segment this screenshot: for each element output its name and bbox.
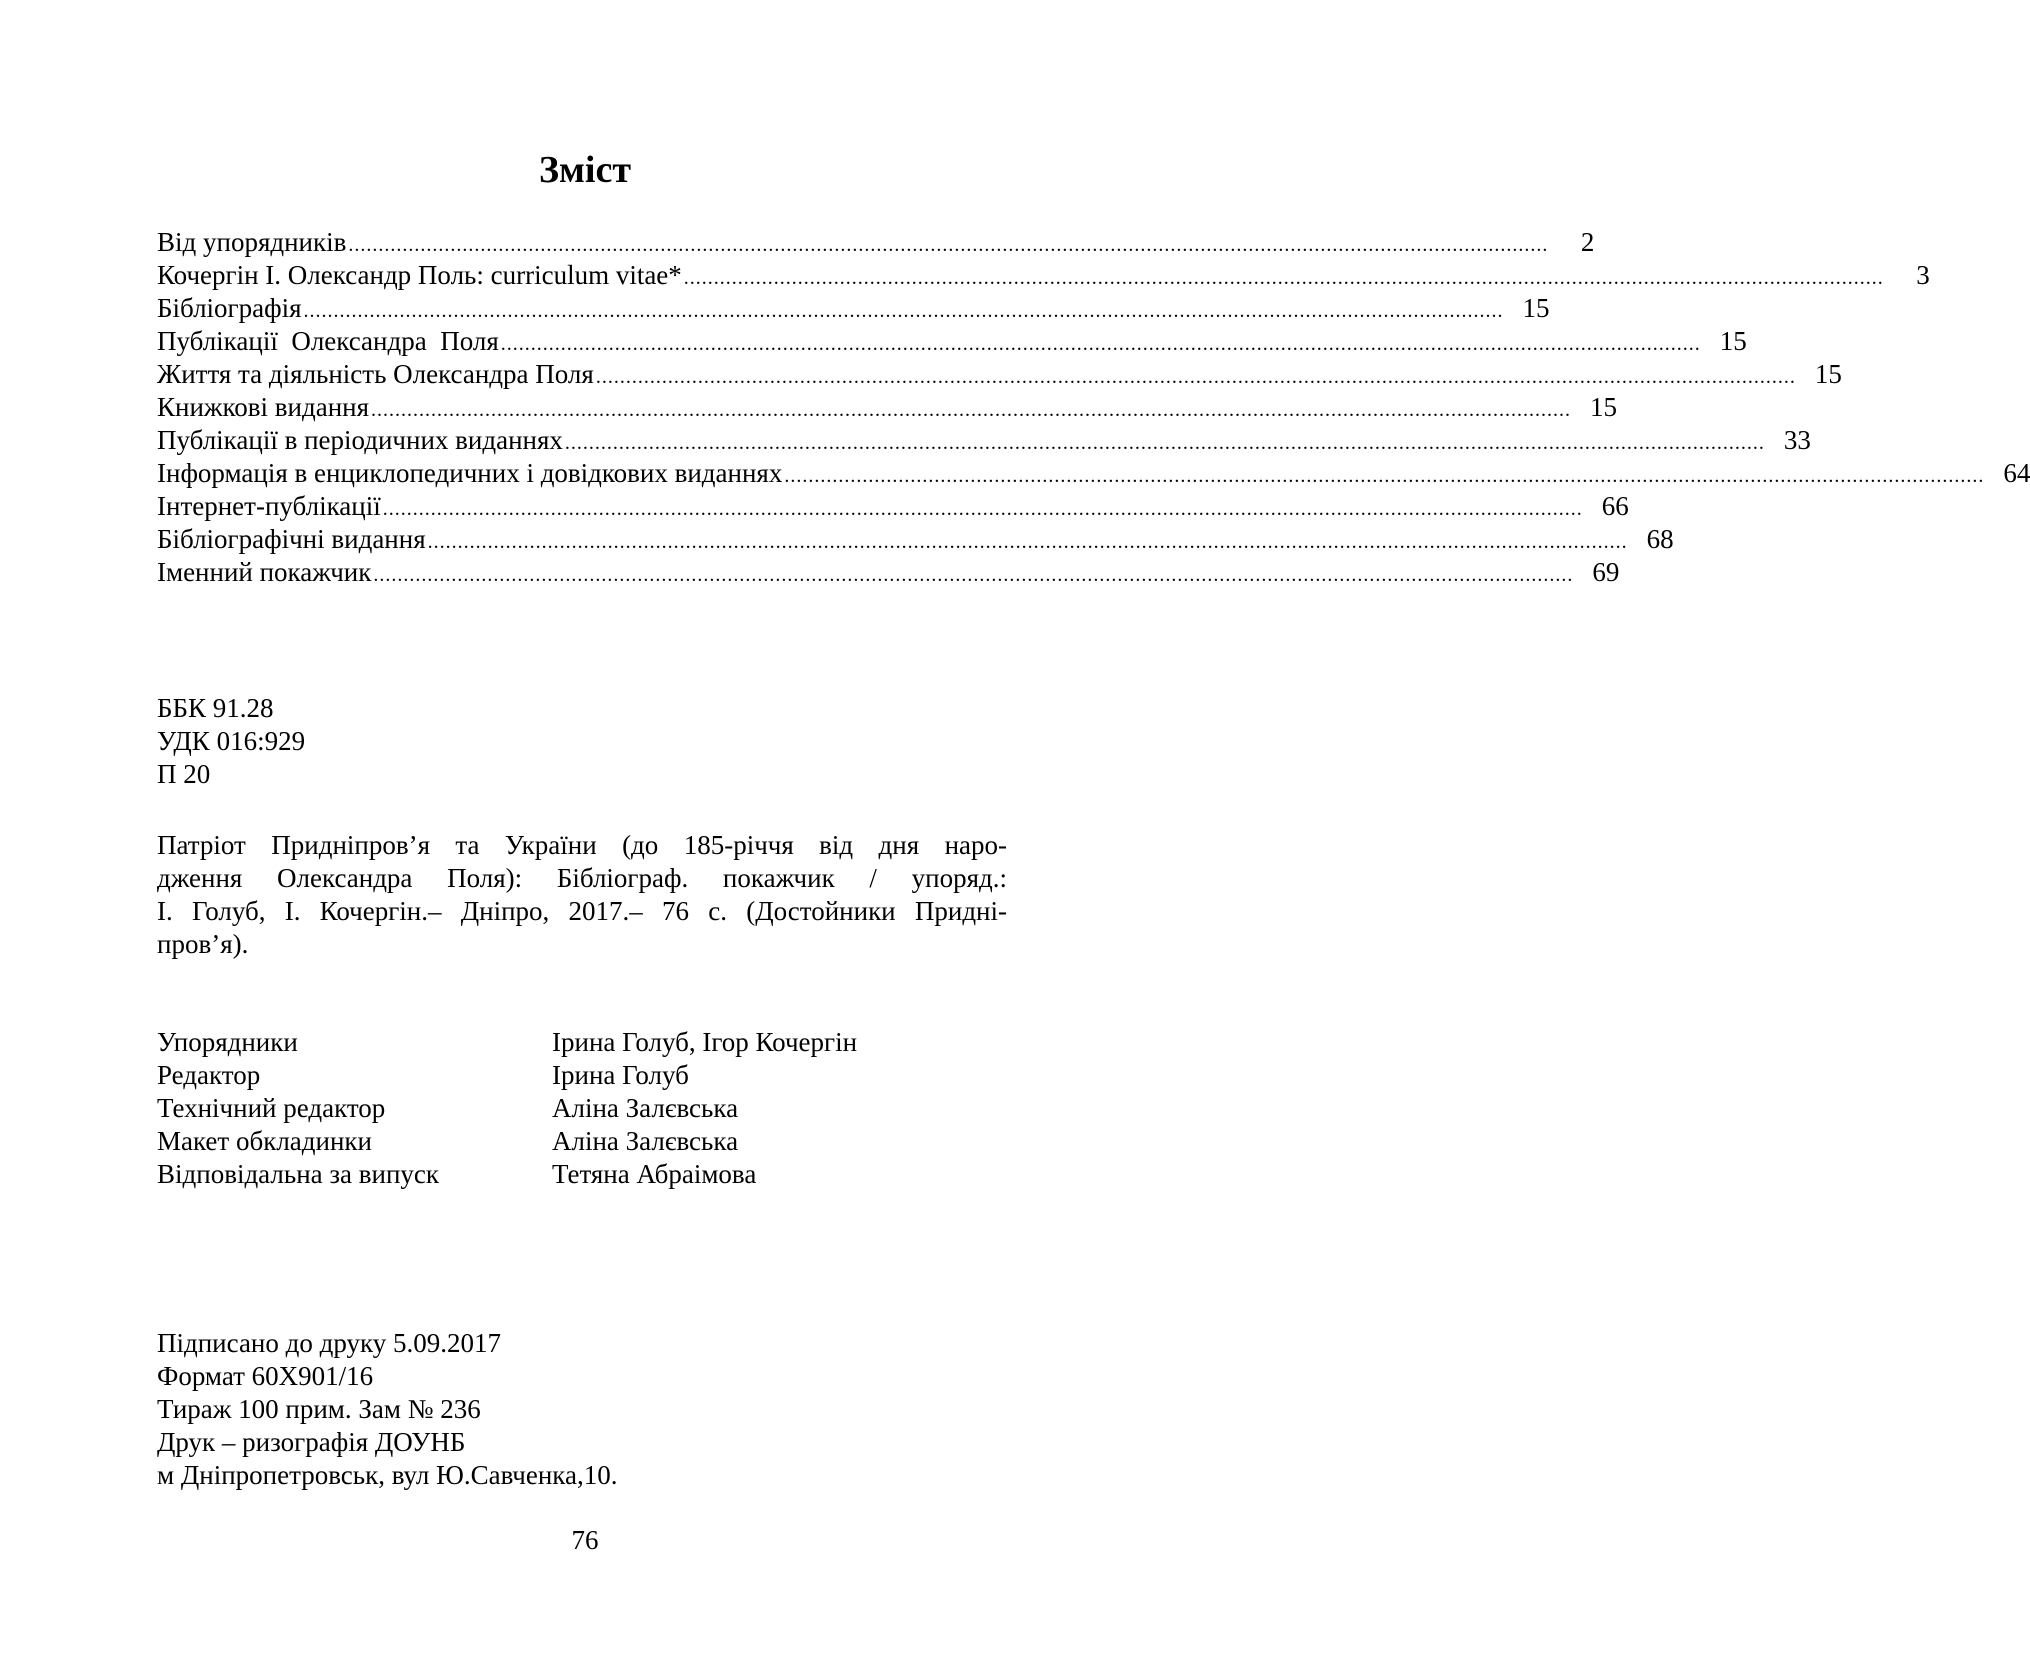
toc-entry-page: 2 [1580,227,1595,257]
toc-leader-dots: ........................................................................................................................................................................................................ [427,531,1628,553]
toc-entry-label: Інтернет-публікації [157,491,381,521]
credit-role: Технічний редактор [157,1093,386,1123]
toc-entry [157,457,2030,490]
toc-entry-page: 69 [1592,557,1620,587]
toc-entry-label: Публікації в періодичних виданнях [157,425,563,455]
toc-entry-page: 15 [1814,359,1842,389]
credit-names: Аліна Залєвська [552,1093,739,1123]
bibliographic-line: Патріот Придніпров’я та України (до 185-річчя від дня наро- [157,830,1007,860]
toc-entry-label: Бібліографія [157,293,302,323]
toc-entry-label: Інформація в енциклопедичних і довідкових виданнях [157,458,783,488]
toc-leader-dots: ........................................................................................................................................................................................................ [373,564,1574,586]
imprint-block [157,1327,618,1492]
credit-role: Редактор [157,1060,261,1090]
toc-entry [157,523,1674,556]
bibliographic-line: дження Олександра Поля): Бібліограф. покажчик / упоряд.: [157,863,1007,893]
imprint-line: Друк – ризографія ДОУНБ [157,1427,466,1457]
page-title: Зміст [538,149,632,191]
toc-leader-dots: ........................................................................................................................................................................................................ [500,333,1701,355]
toc-entry-label: Від упорядників [157,227,347,257]
toc-leader-dots: ........................................................................................................................................................................................................ [683,267,1884,289]
toc-entry-label: Публікації Олександра Поля [157,326,499,356]
toc-entry [157,556,1620,589]
credit-names: Аліна Залєвська [552,1126,739,1156]
toc-entry-label: Кочергін І. Олександр Поль: curriculum vitae* [157,260,682,290]
author-mark: П 20 [157,759,211,789]
toc-entry-label: Книжкові видання [157,392,370,422]
toc-entry [157,259,1930,292]
imprint-line: м Дніпропетровськ, вул Ю.Савченка,10. [157,1460,618,1490]
credit-names: Тетяна Абраімова [552,1159,757,1189]
toc-entry-page: 15 [1590,392,1618,422]
toc-leader-dots: ........................................................................................................................................................................................................ [371,399,1572,421]
imprint-line: Підписано до друку 5.09.2017 [157,1328,501,1358]
toc-leader-dots: ........................................................................................................................................................................................................ [303,300,1504,322]
toc-entry-label: Бібліографічні видання [157,524,426,554]
credit-role: Упорядники [157,1027,298,1057]
toc-leader-dots: ........................................................................................................................................................................................................ [784,465,1985,487]
bibliographic-line: пров’я). [157,929,249,959]
imprint-line: Формат 60Х901/16 [157,1361,374,1391]
toc-leader-dots: ........................................................................................................................................................................................................ [348,234,1549,256]
credits-list [157,1026,857,1191]
toc-entry [157,325,1747,358]
toc-entry-label: Іменний покажчик [157,557,372,587]
credit-row [157,1026,857,1059]
toc-entry-label: Життя та діяльність Олександра Поля [157,359,594,389]
toc-entry-page: 68 [1646,524,1674,554]
toc-entry [157,490,1629,523]
toc-entry-page: 33 [1783,425,1811,455]
credit-role: Макет обкладинки [157,1126,372,1156]
toc-entry-page: 3 [1916,260,1930,290]
toc-entry [157,292,1550,325]
udk-code: УДК 016:929 [157,726,306,756]
toc-entry [157,424,1811,457]
credit-row [157,1059,857,1092]
toc-leader-dots: ........................................................................................................................................................................................................ [564,432,1765,454]
bbk-code: ББК 91.28 [157,693,274,723]
page-number: 76 [571,1525,599,1555]
toc-entry-page: 64 [2003,458,2030,488]
toc-entry [157,226,1595,259]
toc-entry-page: 15 [1719,326,1747,356]
credit-names: Ірина Голуб, Ігор Кочергін [552,1027,858,1057]
classification-codes [157,692,305,791]
toc-leader-dots: ........................................................................................................................................................................................................ [595,366,1796,388]
credit-role: Відповідальна за випуск [157,1159,440,1189]
imprint-line: Тираж 100 прим. Зам № 236 [157,1394,481,1424]
toc-entry-page: 66 [1601,491,1629,521]
table-of-contents [157,226,2030,589]
credit-row [157,1125,857,1158]
toc-entry-page: 15 [1522,293,1550,323]
toc-entry [157,391,1618,424]
toc-leader-dots: ........................................................................................................................................................................................................ [382,498,1583,520]
bibliographic-description [157,829,1007,961]
credit-row [157,1158,857,1191]
toc-entry [157,358,1842,391]
credit-row [157,1092,857,1125]
bibliographic-line: І. Голуб, І. Кочергін.– Дніпро, 2017.– 76 с. (Достойники Придні- [157,896,1007,926]
credit-names: Ірина Голуб [552,1060,689,1090]
